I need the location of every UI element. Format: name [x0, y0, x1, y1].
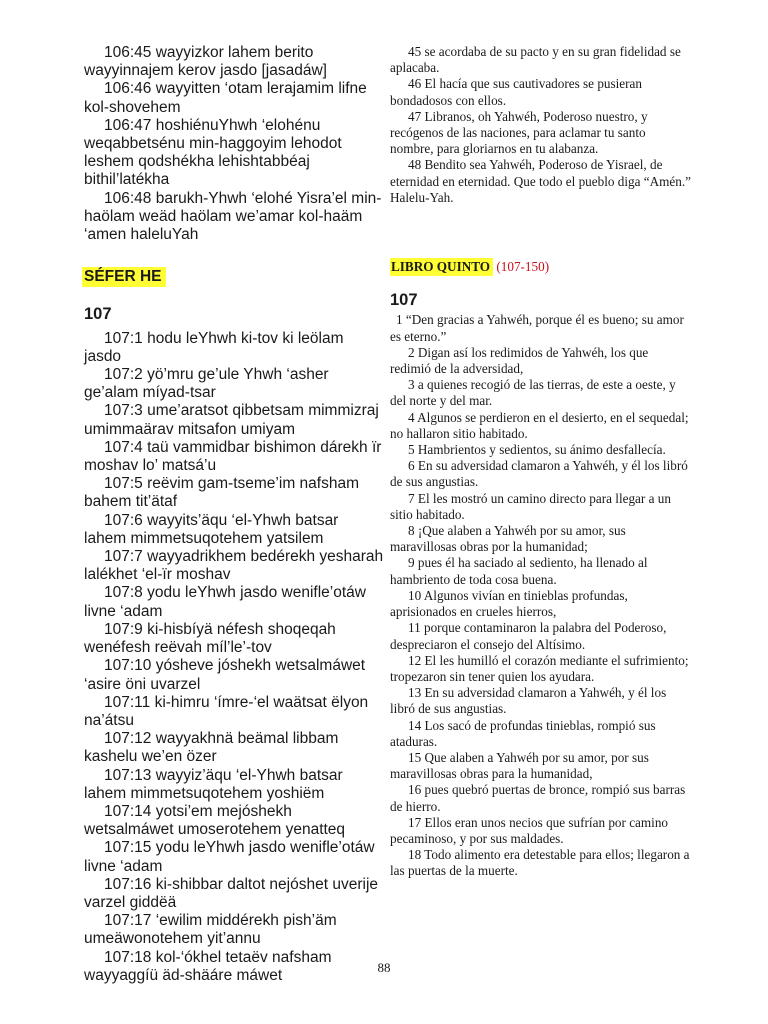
verse-107-17: 107:17 ‘ewilim middérekh pish’äm umeäwonotehem yit’annu [84, 912, 337, 948]
verso-14: 14 Los sacó de profundas tinieblas, rompió sus ataduras. [390, 717, 656, 749]
verso-17: 17 Ellos eran unos necios que sufrían por camino pecaminoso, y por sus maldades. [390, 814, 669, 846]
chapter-number-left: 107 [84, 305, 112, 324]
verse-107-9: 107:9 ki-hisbíyä néfesh shoqeqah wenéfesh reëvah míl’le’-tov [84, 620, 336, 657]
verso-2: 2 Digan así los redimidos de Yahwéh, los que redimió de la adversidad, [390, 344, 649, 377]
chapter-number-right: 107 [390, 291, 418, 310]
verso-48: 48 Bendito sea Yahwéh, Poderoso de Yisrael, de eternidad en eternidad. Que todo el pueblo diga “Amén.” Halelu-Yah. [390, 157, 692, 205]
book-title-spanish: LIBRO QUINTO [390, 258, 493, 276]
verse-106-46: 106:46 wayyitten ‘otam lerajamim lifne kol-shovehem [84, 80, 367, 116]
verse-107-18: 107:18 kol-‘ókhel tetaëv nafsham wayyaggíü äd-shäáre máwet [84, 948, 332, 984]
book-title-hebrew: SÉFER HE [82, 267, 166, 287]
verso-7: 7 El les mostró un camino directo para llegar a un sitio habitado. [390, 490, 671, 522]
verso-5: 5 Hambrientos y sedientos, su ánimo desfallecía. [408, 442, 666, 458]
verse-107-4: 107:4 taü vammidbar bishimon dárekh ïr moshav lo’ matsá’u [84, 438, 382, 475]
verso-16: 16 pues quebró puertas de bronce, rompió sus barras de hierro. [390, 782, 686, 814]
verso-10: 10 Algunos vivían en tinieblas profundas, aprisionados en crueles hierros, [390, 587, 628, 620]
verse-107-13: 107:13 wayyiz’äqu ‘el-Yhwh batsar lahem mimmetsuqotehem yoshiëm [84, 766, 343, 802]
verse-107-16: 107:16 ki-shibbar daltot nejóshet uverije varzel giddëä [84, 875, 379, 911]
verse-107-12: 107:12 wayyakhnä beämal libbam kashelu we’en özer [84, 730, 339, 766]
verso-1: 1 “Den gracias a Yahwéh, porque él es bueno; su amor es eterno.” [390, 312, 684, 344]
verso-13: 13 En su adversidad clamaron a Yahwéh, y él los libró de sus angustias. [390, 685, 667, 717]
verse-106-48: 106:48 barukh-Yhwh ‘elohé Yisra’el min-haölam weäd haölam we’amar kol-haäm ‘amen haleluYah [84, 189, 382, 244]
spanish-column [390, 44, 692, 880]
verse-107-7: 107:7 wayyadrikhem bedérekh yesharah lalékhet ‘el-ïr moshav [84, 548, 384, 584]
verso-3: 3 a quienes recogió de las tierras, de este a oeste, y del norte y del mar. [390, 377, 676, 409]
section-gap [84, 244, 384, 267]
verse-107-10: 107:10 yósheve jóshekh wetsalmáwet ‘asire öni uvarzel [84, 657, 366, 693]
verso-15: 15 Que alaben a Yahwéh por su amor, por sus maravillosas obras para la humanidad, [390, 749, 649, 782]
verse-107-2: 107:2 yö’mru ge’ule Yhwh ‘asher ge’alam míyad-tsar [84, 366, 329, 402]
verse-107-1: 107:1 hodu leYhwh ki-tov ki leölam jasdo [84, 329, 344, 365]
verso-46: 46 El hacía que sus cautivadores se pusieran bondadosos con ellos. [390, 76, 643, 108]
verse-107-5: 107:5 reëvim gam-tseme’im nafsham bahem tit’ätaf [84, 475, 359, 511]
verso-45: 45 se acordaba de su pacto y en su gran fidelidad se aplacaba. [390, 44, 681, 76]
verso-9: 9 pues él ha saciado al sediento, ha llenado al hambriento de toda cosa buena. [390, 555, 648, 587]
transliteration-column [84, 44, 384, 985]
page-number: 88 [377, 960, 391, 975]
verso-4: 4 Algunos se perdieron en el desierto, en el sequedal; no hallaron sitio habitado. [390, 409, 689, 441]
verse-107-14: 107:14 yotsi’em mejóshekh wetsalmáwet umoserotehem yenatteq [84, 802, 346, 839]
verso-11: 11 porque contaminaron la palabra del Poderoso, despreciaron el consejo del Altísimo. [390, 620, 667, 652]
book-range: (107-150) [496, 259, 550, 275]
verso-47: 47 Libranos, oh Yahwéh, Poderoso nuestro, y recógenos de las naciones, para aclamar tu santo nombre, para gloriarnos en tu alabanza. [390, 108, 648, 157]
verse-107-15: 107:15 yodu leYhwh jasdo wenifle’otáw livne ‘adam [84, 839, 375, 875]
verso-12: 12 El les humilló el corazón mediante el sufrimiento; tropezaron sin tener quien los ayudara. [390, 652, 689, 684]
verse-107-3: 107:3 ume’aratsot qibbetsam mimmizraj umimmaärav mitsafon umiyam [84, 402, 379, 438]
verso-18: 18 Todo alimento era detestable para ellos; llegaron a las puertas de la muerte. [390, 847, 690, 879]
book-heading-spanish [390, 258, 692, 276]
verse-107-6: 107:6 wayyits’äqu ‘el-Yhwh batsar lahem mimmetsuqotehem yatsilem [84, 511, 339, 547]
section-gap [390, 206, 692, 258]
verso-6: 6 En su adversidad clamaron a Yahwéh, y él los libró de sus angustias. [390, 458, 688, 490]
verso-8: 8 ¡Que alaben a Yahwéh por su amor, sus maravillosas obras por la humanidad; [390, 523, 626, 555]
verse-107-11: 107:11 ki-himru ‘ímre-‘el waätsat ëlyon na’átsu [84, 693, 369, 729]
book-heading-hebrew [84, 267, 384, 287]
verse-107-8: 107:8 yodu leYhwh jasdo wenifle’otáw livne ‘adam [84, 584, 366, 620]
verse-106-47: 106:47 hoshiénuYhwh ‘elohénu weqabbetsénu min-haggoyim lehodot leshem qodshékha lehishtabbéaj bithil’latékha [84, 116, 342, 189]
verse-106-45: 106:45 wayyizkor lahem berito wayyinnajem kerov jasdo [jasadáw] [84, 44, 327, 80]
